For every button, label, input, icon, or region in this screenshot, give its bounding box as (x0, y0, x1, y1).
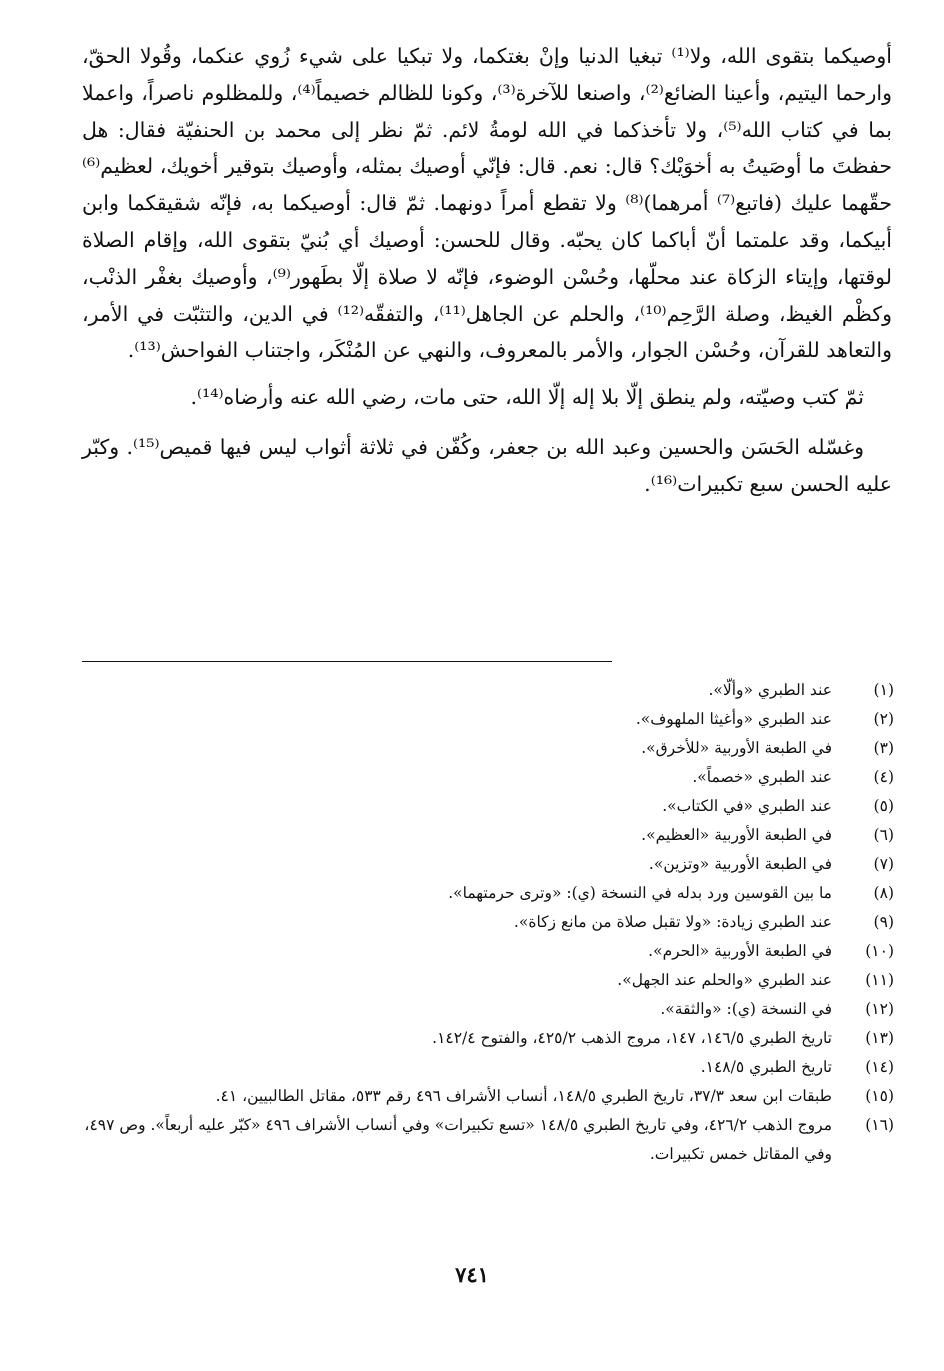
footnote-text: عند الطبري «وأغيثا الملهوف». (635, 710, 832, 728)
footnote-number: (١٤) (865, 1058, 894, 1076)
footnote-number: (١) (873, 681, 894, 699)
footnote-separator (82, 661, 612, 662)
footnote-text: في النسخة (ي): «والثقة». (660, 1000, 832, 1018)
page-number: ٧٤١ (455, 1262, 489, 1287)
footnotes (82, 676, 894, 1169)
footnote-number: (١٥) (865, 1087, 894, 1105)
footnote-text: ما بين القوسين ورد بدله في النسخة (ي): «وترى حرمتهما». (448, 884, 832, 902)
footnote (82, 879, 894, 908)
footnote-text: عند الطبري «والحلم عند الجهل». (617, 971, 832, 989)
main-text (82, 38, 892, 503)
footnote-number: (١٣) (865, 1029, 894, 1047)
footnote (82, 995, 894, 1024)
footnote-text: عند الطبري «في الكتاب». (662, 797, 832, 815)
footnote-text: عند الطبري «خصماً». (692, 768, 832, 786)
footnote-number: (٢) (873, 710, 894, 728)
footnote (82, 821, 894, 850)
footnote-text: طبقات ابن سعد ٣٧/٣، تاريخ الطبري ١٤٨/٥، أنساب الأشراف ٤٩٦ رقم ٥٣٣، مقاتل الطالبيين، ٤١. (215, 1087, 832, 1105)
footnote (82, 676, 894, 705)
footnote-number: (٨) (873, 884, 894, 902)
footnote-number: (٦) (873, 826, 894, 844)
footnote-text: عند الطبري زيادة: «ولا تقبل صلاة من مانع زكاة». (513, 913, 832, 931)
footnote (82, 937, 894, 966)
paragraph-1: أوصيكما بتقوى الله، ولا⁽¹⁾ تبغيا الدنيا وإنْ بغتكما، ولا تبكيا على شيء زُوي عنكما، وقُولا الحقّ، وارحما اليتيم، وأعينا الضائع⁽²⁾، واصنعا للآخرة⁽³⁾، وكونا للظالم خصيماً⁽⁴⁾، وللمظلوم ناصراً، واعملا بما في كتاب الله⁽⁵⁾، ولا تأخذكما في الله لومةُ لائم. ثمّ نظر إلى محمد بن الحنفيّة فقال: هل حفظتَ ما أوصَيتُ به أخوَيْك؟ قال: نعم. قال: فإنّي أوصيك بمثله، وأوصيك بتوقير أخويك، لعظيم⁽⁶⁾ حقّهما عليك (فاتبع⁽⁷⁾ أمرهما)⁽⁸⁾ ولا تقطع أمراً دونهما. ثمّ قال: أوصيكما به، فإنّه شقيقكما وابن أبيكما، وقد علمتما أنّ أباكما كان يحبّه. وقال للحسن: أوصيك أي بُنيّ بتقوى الله، وإقام الصلاة لوقتها، وإيتاء الزكاة عند محلّها، وحُسْن الوضوء، فإنّه لا صلاة إلّا بطَهور⁽⁹⁾، وأوصيك بغفْر الذنْب، وكظْم الغيظ، وصلة الرَّحِم⁽¹⁰⁾، والحلم عن الجاهل⁽¹¹⁾، والتفقّه⁽¹²⁾ في الدين، والتثبّت في الأمر، والتعاهد للقرآن، وحُسْن الجوار، والأمر بالمعروف، والنهي عن المُنْكَر، واجتناب الفواحش⁽¹³⁾. (82, 44, 893, 363)
footnote-text: عند الطبري «وألّا». (708, 681, 832, 699)
footnote-number: (١٢) (865, 1000, 894, 1018)
footnote-text: تاريخ الطبري ١٤٦/٥، ١٤٧، مروج الذهب ٤٢٥/٢، والفتوح ١٤٢/٤. (432, 1029, 832, 1047)
footnote-text: في الطبعة الأوربية «وتزين». (648, 855, 832, 873)
footnote (82, 850, 894, 879)
footnote-number: (١٠) (865, 942, 894, 960)
footnote (82, 763, 894, 792)
footnote (82, 966, 894, 995)
paragraph-2: ثمّ كتب وصيّته، ولم ينطق إلّا بلا إله إلّا الله، حتى مات، رضي الله عنه وأرضاه⁽¹⁴⁾. (190, 385, 864, 410)
footnote-text: في الطبعة الأوربية «العظيم». (641, 826, 832, 844)
footnote (82, 1024, 894, 1053)
footnote-text: تاريخ الطبري ١٤٨/٥. (700, 1058, 832, 1076)
footnote-text: في الطبعة الأوربية «للأخرق». (641, 739, 832, 757)
footnote (82, 705, 894, 734)
paragraph-3: وغسّله الحَسَن والحسين وعبد الله بن جعفر، وكُفّن في ثلاثة أثواب ليس فيها قميص⁽¹⁵⁾. وكبّر عليه الحسن سبع تكبيرات⁽¹⁶⁾. (82, 434, 892, 496)
footnote (82, 792, 894, 821)
footnote-number: (٤) (873, 768, 894, 786)
footnote (82, 1053, 894, 1082)
footnote-number: (٥) (873, 797, 894, 815)
footnote-text: مروج الذهب ٤٢٦/٢، وفي تاريخ الطبري ١٤٨/٥ «تسع تكبيرات» وفي أنساب الأشراف ٤٩٦ «كبّر عليه أربعاً». وص ٤٩٧، وفي المقاتل خمس تكبيرات. (84, 1116, 832, 1163)
footnote (82, 1082, 894, 1111)
footnote-number: (٧) (873, 855, 894, 873)
footnote-number: (١١) (865, 971, 894, 989)
footnote-number: (٣) (873, 739, 894, 757)
footnote (82, 1111, 894, 1169)
footnote (82, 734, 894, 763)
footnote-number: (٩) (873, 913, 894, 931)
footnote-text: في الطبعة الأوربية «الحرم». (648, 942, 832, 960)
footnote (82, 908, 894, 937)
footnote-number: (١٦) (865, 1116, 894, 1134)
